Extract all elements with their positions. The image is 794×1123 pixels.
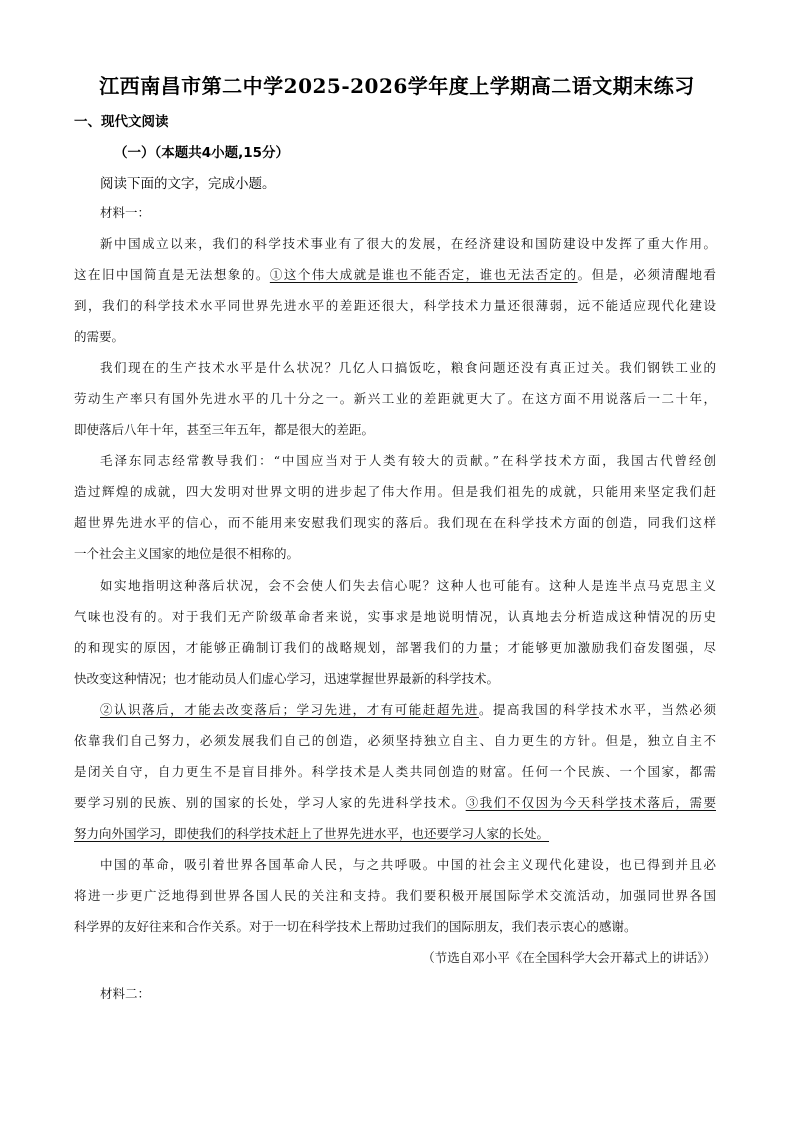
material1-label: 材料一：: [100, 205, 151, 220]
p4-line: 的和现实的原因，才能够正确制订我们的战略规划，部署我们的力量；才能够更加激励我们奋发图强，尽: [74, 640, 716, 655]
p6-line: 科学界的友好往来和合作关系。对于一切在科学技术上帮助过我们的国际朋友，我们表示衷心的感谢。: [74, 919, 637, 934]
p5-line: [74, 793, 716, 813]
p5-text: 。提高我国的科学技术水平，当然必须: [478, 702, 716, 717]
exam-title: 江西南昌市第二中学2025-2026学年度上学期高二语文期末练习: [99, 74, 695, 98]
p3-line: 超世界先进水平的信心，而不能用来安慰我们现实的落后。我们现在在科学技术方面的创造，同我们这样: [74, 515, 716, 530]
underlined-sentence-1: ①这个伟大成就是谁也不能否定，谁也无法否定的: [269, 267, 578, 282]
p1-line: 的需要。: [74, 329, 125, 344]
p5-line: [100, 700, 716, 720]
p1-line: 到，我们的科学技术水平同世界先进水平的差距还很大，科学技术力量还很薄弱，远不能适应现代化建设: [74, 298, 716, 313]
p2-line: 我们现在的生产技术水平是什么状况？几亿人口搞饭吃，粮食问题还没有真正过关。我们钢铁工业的: [100, 360, 716, 375]
subsection-heading: （一）（本题共4小题,15分）: [114, 145, 290, 161]
p5-line: 是闭关自守，自力更生不是盲目排外。科学技术是人类共同创造的财富。任何一个民族、一个国家，都需: [74, 764, 716, 779]
p5-line: [74, 824, 716, 844]
p2-line: 劳动生产率只有国外先进水平的几十分之一。新兴工业的差距就更大了。在这方面不用说落后一二十年，: [74, 391, 716, 406]
material2-label: 材料二：: [100, 986, 151, 1001]
p1-line: [74, 265, 716, 285]
underlined-sentence-3-cont: 努力向外国学习，即使我们的科学技术赶上了世界先进水平，也还要学习人家的长处。: [74, 826, 550, 841]
section-heading: 一、现代文阅读: [74, 114, 169, 130]
p6-line: 中国的革命，吸引着世界各国革命人民，与之共呼吸。中国的社会主义现代化建设，也已得到并且必: [100, 857, 716, 872]
p5-line: 依靠我们自己努力，必须发展我们自己的创造，必须坚持独立自主、自力更生的方针。但是，独立自主不: [74, 733, 716, 748]
p1-line: 新中国成立以来，我们的科学技术事业有了很大的发展，在经济建设和国防建设中发挥了重大作用。: [100, 236, 716, 251]
source-citation: （节选自邓小平《在全国科学大会开幕式上的讲话》）: [422, 950, 716, 965]
p1-text: 。但是，必须清醒地看: [577, 267, 716, 282]
p3-line: 造过辉煌的成就，四大发明对世界文明的进步起了伟大作用。但是我们祖先的成就，只能用来坚定我们赶: [74, 484, 716, 499]
p6-line: 将进一步更广泛地得到世界各国人民的关注和支持。我们要积极开展国际学术交流活动，加强同世界各国: [74, 888, 716, 903]
underlined-sentence-2: ②认识落后，才能去改变落后；学习先进，才有可能赶超先进: [100, 702, 479, 717]
p4-line: 如实地指明这种落后状况，会不会使人们失去信心呢？这种人也可能有。这种人是连半点马克思主义: [100, 578, 716, 593]
p3-line: 毛泽东同志经常教导我们：“中国应当对于人类有较大的贡献。”在科学技术方面，我国古代曾经创: [100, 453, 716, 468]
p1-text: 这在旧中国简直是无法想象的。: [74, 267, 270, 282]
p2-line: 即使落后八年十年，甚至三年五年，都是很大的差距。: [74, 422, 375, 437]
p5-text: 要学习别的民族、别的国家的长处，学习人家的先进科学技术。: [74, 795, 466, 810]
p4-line: 气味也没有的。对于我们无产阶级革命者来说，实事求是地说明情况，认真地去分析造成这种情况的历史: [74, 609, 716, 624]
p3-line: 一个社会主义国家的地位是很不相称的。: [74, 546, 300, 561]
underlined-sentence-3: ③我们不仅因为今天科学技术落后，需要: [465, 795, 716, 810]
p4-line: 快改变这种情况；也才能动员人们虚心学习，迅速掌握世界最新的科学技术。: [74, 671, 500, 686]
instruction-text: 阅读下面的文字，完成小题。: [100, 176, 276, 192]
